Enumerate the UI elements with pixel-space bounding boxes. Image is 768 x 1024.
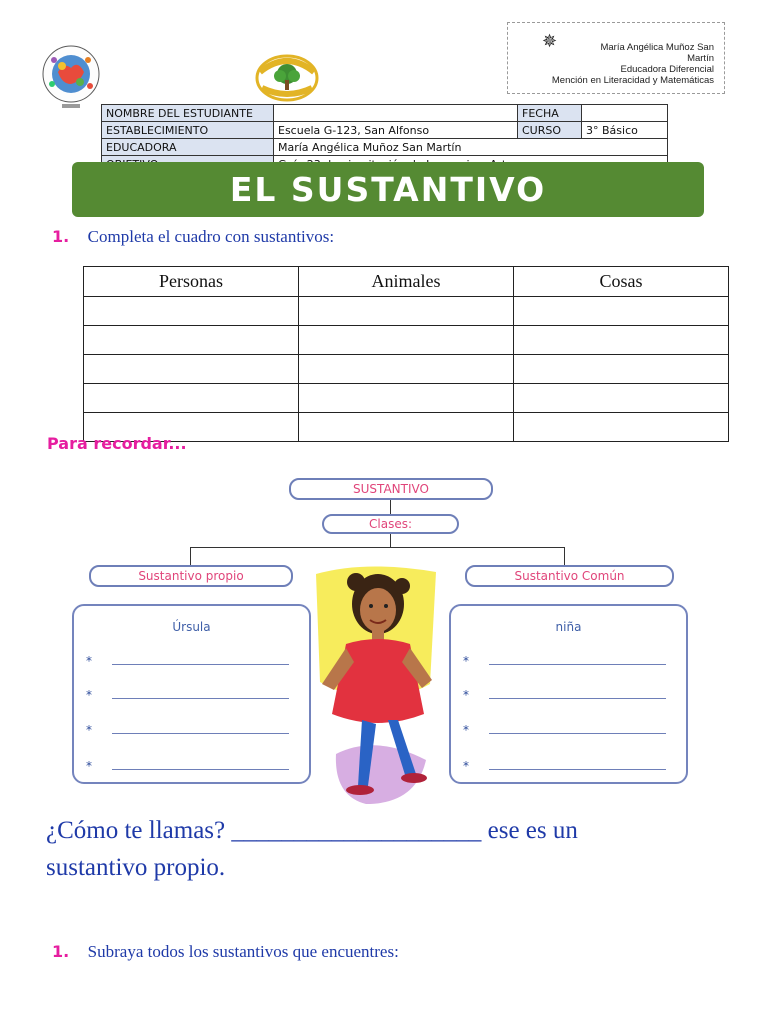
common-noun-example: niña xyxy=(555,620,582,634)
author-mention: Mención en Literacidad y Matemáticas xyxy=(551,75,714,86)
school-value: Escuela G-123, San Alfonso xyxy=(274,122,518,139)
proper-noun-box xyxy=(89,565,293,587)
column-header-cosas: Cosas xyxy=(514,267,729,297)
answer-cell[interactable] xyxy=(299,355,514,384)
teacher-value: María Angélica Muñoz San Martín xyxy=(274,139,668,156)
bullet-star: * xyxy=(463,654,469,668)
answer-cell[interactable] xyxy=(514,413,729,442)
answer-cell[interactable] xyxy=(84,326,299,355)
answer-cell[interactable] xyxy=(299,297,514,326)
answer-line[interactable] xyxy=(463,759,666,775)
answer-cell[interactable] xyxy=(299,326,514,355)
answer-line[interactable] xyxy=(86,688,289,704)
column-header-personas: Personas xyxy=(84,267,299,297)
author-lines xyxy=(544,42,714,86)
course-value: 3° Básico xyxy=(582,122,668,139)
answer-cell[interactable] xyxy=(514,297,729,326)
answer-cell[interactable] xyxy=(84,297,299,326)
exercise-2-number: 1. xyxy=(52,942,70,961)
sun-icon: ✵ xyxy=(542,31,558,52)
exercise-2-instruction: Subraya todos los sustantivos que encuentres: xyxy=(87,942,399,961)
table-row xyxy=(84,297,729,326)
column-header-animales: Animales xyxy=(299,267,514,297)
bullet-star: * xyxy=(463,688,469,702)
bullet-star: * xyxy=(463,723,469,737)
answer-line[interactable] xyxy=(463,723,666,739)
answer-cell[interactable] xyxy=(299,413,514,442)
table-row xyxy=(84,355,729,384)
question-line-1: ¿Cómo te llamas? ____________________ ese es un xyxy=(46,817,578,844)
school-label: ESTABLECIMIENTO xyxy=(102,122,274,139)
noun-categories-table xyxy=(83,266,729,442)
date-field[interactable] xyxy=(582,105,668,122)
diagram-clases-label: Clases: xyxy=(369,517,412,531)
exercise-1-instruction: Completa el cuadro con sustantivos: xyxy=(87,227,335,246)
bullet-star: * xyxy=(86,654,92,668)
connector-line xyxy=(564,547,565,565)
diagram-clases-box xyxy=(322,514,459,534)
answer-cell[interactable] xyxy=(514,326,729,355)
page-title: EL SUSTANTIVO xyxy=(229,170,547,209)
connector-line xyxy=(390,500,391,514)
connector-line xyxy=(190,547,191,565)
connector-line xyxy=(190,547,564,548)
table-row xyxy=(84,326,729,355)
common-noun-label: Sustantivo Común xyxy=(514,569,625,583)
question-line-2: sustantivo propio. xyxy=(46,854,226,881)
bullet-star: * xyxy=(86,723,92,737)
proper-noun-label: Sustantivo propio xyxy=(138,569,244,583)
connector-line xyxy=(390,534,391,547)
bullet-star: * xyxy=(463,759,469,773)
table-row xyxy=(84,384,729,413)
course-label: CURSO xyxy=(518,122,582,139)
answer-line[interactable] xyxy=(463,688,666,704)
date-label: FECHA xyxy=(518,105,582,122)
common-noun-box xyxy=(465,565,674,587)
bullet-star: * xyxy=(86,759,92,773)
common-noun-panel xyxy=(449,604,688,784)
diagram-root-label: SUSTANTIVO xyxy=(353,482,429,496)
answer-cell[interactable] xyxy=(84,384,299,413)
girl-illustration xyxy=(306,564,442,808)
exercise-1-number: 1. xyxy=(52,227,70,246)
proper-noun-example: Úrsula xyxy=(172,620,211,634)
author-role: Educadora Diferencial xyxy=(620,64,714,75)
exercise-2-heading xyxy=(52,942,399,962)
student-label: NOMBRE DEL ESTUDIANTE xyxy=(102,105,274,122)
answer-line[interactable] xyxy=(86,723,289,739)
answer-line[interactable] xyxy=(86,654,289,670)
answer-cell[interactable] xyxy=(299,384,514,413)
proper-noun-panel xyxy=(72,604,311,784)
student-name-field[interactable] xyxy=(274,105,518,122)
bullet-star: * xyxy=(86,688,92,702)
diagram-root-sustantivo xyxy=(289,478,493,500)
author-info-box xyxy=(507,22,725,94)
author-name-line1: María Angélica Muñoz San xyxy=(600,42,714,53)
answer-cell[interactable] xyxy=(514,384,729,413)
eco-school-logo xyxy=(252,52,322,104)
name-question xyxy=(46,812,666,886)
answer-cell[interactable] xyxy=(514,355,729,384)
author-name-line2: Martín xyxy=(687,53,714,64)
teacher-label: EDUCADORA xyxy=(102,139,274,156)
answer-cell[interactable] xyxy=(84,355,299,384)
page-title-banner xyxy=(72,162,704,217)
answer-line[interactable] xyxy=(86,759,289,775)
answer-line[interactable] xyxy=(463,654,666,670)
exercise-1-heading xyxy=(52,227,334,247)
school-seal-logo xyxy=(40,42,102,112)
reminder-heading: Para recordar... xyxy=(47,434,187,453)
